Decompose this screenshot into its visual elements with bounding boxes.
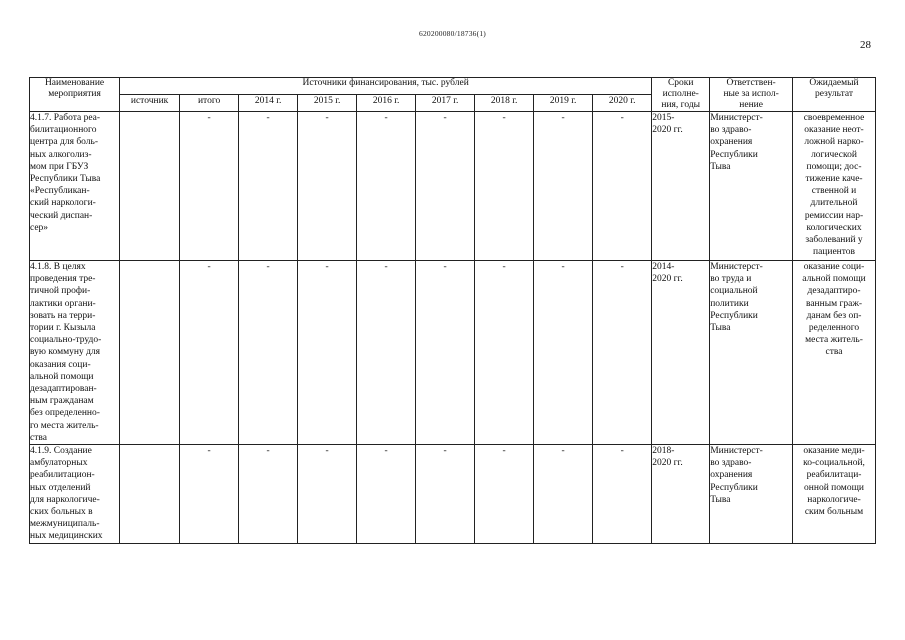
execution-years: 2018- 2020 гг. [652,445,710,544]
program-measures-table [29,77,876,544]
funding-2019: - [534,112,593,261]
header-years: Сроки исполне- ния, годы [652,78,710,112]
header-name: Наименование мероприятия [30,78,120,112]
header-year-2017: 2017 г. [416,95,475,112]
funding-source [120,112,180,261]
measure-name: 4.1.9. Создание амбулаторных реабилитацион- ных отделений для наркологиче- ских больных в межмуниципаль- ных медицинских [30,445,120,544]
funding-2020: - [593,112,652,261]
execution-years: 2014- 2020 гг. [652,261,710,445]
header-year-2020: 2020 г. [593,95,652,112]
funding-total: - [180,445,239,544]
header-total: итого [180,95,239,112]
header-responsible: Ответствен- ные за испол- нение [710,78,793,112]
expected-result: оказание меди- ко-социальной, реабилитаци- онной помощи наркологиче- ским больным [793,445,876,544]
funding-2015: - [298,261,357,445]
page-number: 28 [860,39,871,51]
header-year-2015: 2015 г. [298,95,357,112]
header-year-2018: 2018 г. [475,95,534,112]
funding-total: - [180,112,239,261]
expected-result: своевременное оказание неот- ложной нарко- логической помощи; дос- тижение каче- ственной и длительной ремиссии нар- кологических заболеваний у пациентов [793,112,876,261]
measure-name: 4.1.7. Работа реа- билитационного центра для боль- ных алкоголиз- мом при ГБУЗ Республики Тыва «Республикан- ский наркологи- ческий диспан- сер» [30,112,120,261]
expected-result: оказание соци- альной помощи дезадаптиро- ванным граж- данам без оп- ределенного места житель- ства [793,261,876,445]
responsible-party: Министерст- во здраво- охранения Республики Тыва [710,112,793,261]
header-expected-result: Ожидаемый результат [793,78,876,112]
funding-2014: - [239,261,298,445]
funding-2015: - [298,112,357,261]
funding-2020: - [593,445,652,544]
funding-total: - [180,261,239,445]
header-year-2016: 2016 г. [357,95,416,112]
funding-2017: - [416,261,475,445]
funding-2020: - [593,261,652,445]
responsible-party: Министерст- во здраво- охранения Республики Тыва [710,445,793,544]
funding-2019: - [534,445,593,544]
header-row [30,78,876,95]
funding-2018: - [475,445,534,544]
funding-2018: - [475,112,534,261]
funding-2016: - [357,112,416,261]
funding-source [120,445,180,544]
funding-2014: - [239,445,298,544]
funding-2018: - [475,261,534,445]
header-source: источник [120,95,180,112]
measure-name: 4.1.8. В целях проведения тре- тичной профи- лактики органи- зовать на терри- тории г. Кызыла социально-трудо- вую коммуну для оказания соци- альной помощи дезадаптирован- ным гражданам без определенно- го места житель- ства [30,261,120,445]
funding-2016: - [357,445,416,544]
table-row [30,261,876,445]
responsible-party: Министерст- во труда и социальной политики Республики Тыва [710,261,793,445]
funding-2016: - [357,261,416,445]
funding-2017: - [416,445,475,544]
funding-2017: - [416,112,475,261]
funding-2019: - [534,261,593,445]
table-row [30,445,876,544]
document-id: 620200080/18736(1) [419,29,486,38]
header-funding-group: Источники финансирования, тыс. рублей [120,78,652,95]
execution-years: 2015- 2020 гг. [652,112,710,261]
funding-source [120,261,180,445]
header-year-2014: 2014 г. [239,95,298,112]
funding-2014: - [239,112,298,261]
funding-2015: - [298,445,357,544]
table-row [30,112,876,261]
header-year-2019: 2019 г. [534,95,593,112]
